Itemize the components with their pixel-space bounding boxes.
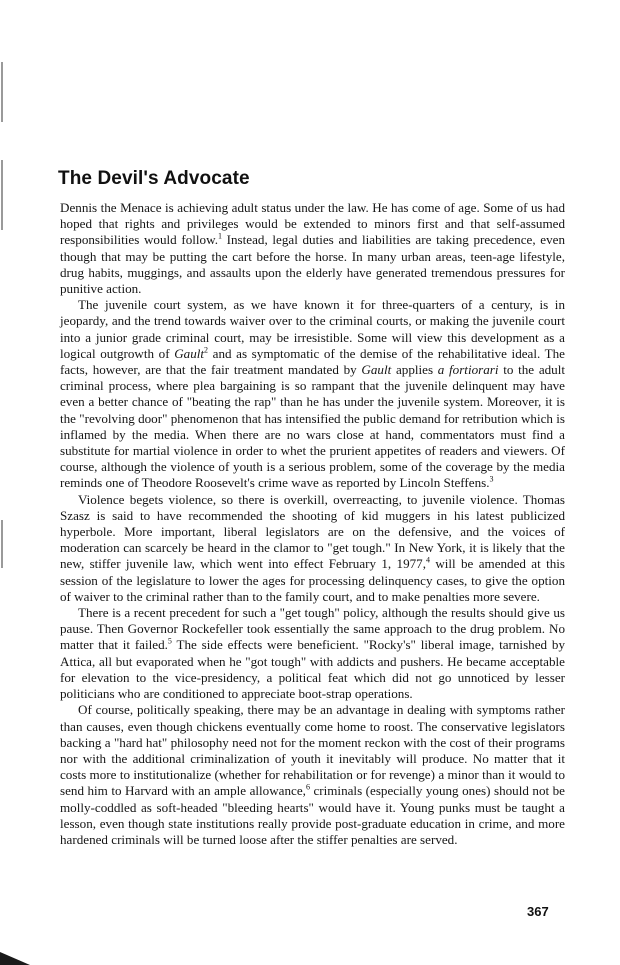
text-run: Of course, politically speaking, there may be an advantage in dealing with symptoms rather than causes, even though chickens eventually come home to roost. The conservative legislators backing a "hard hat" philosophy need not for the moment reckon with the cost of their programs nor with the additional criminalization of youth it inevitably will produce. No matter that it costs more to institutionalize (whether for rehabilitation or for revenge) a minor than it would to send him to Harvard with an ample allowance,	[60, 702, 565, 799]
text-run: The side effects were beneficient. "Rocky's" liberal image, tarnished by Attica, all but evaporated when he "got tough" with addicts and pushers. He became acceptable for elevation to the vice-presidency, a political feat which did not go unnoticed by lesser politicians who are conditioned to appreciate boot-strap operations.	[60, 637, 565, 702]
paragraph	[60, 702, 565, 848]
footnote-ref: 2	[204, 345, 209, 355]
footnote-ref: 6	[305, 782, 310, 792]
page-number: 367	[527, 904, 549, 919]
footnote-ref: 5	[167, 637, 172, 647]
footnote-ref: 3	[489, 475, 494, 485]
article-body	[60, 200, 565, 848]
text-run: Dennis the Menace is achieving adult status under the law. He has come of age. Some of us had hoped that rights and privileges would be extended to minors first and that self-assumed responsibilities would follow.	[60, 200, 565, 248]
margin-scan-mark	[1, 520, 3, 568]
case-name-italic: Gault	[361, 362, 392, 378]
text-run: applies	[391, 362, 438, 378]
scan-corner-shadow	[0, 952, 30, 965]
text-run: and as symptomatic of the demise of the rehabilitative ideal. The facts, however, are that the fair treatment mandated by	[60, 345, 565, 378]
paragraph	[60, 200, 565, 297]
case-name-italic: Gault	[174, 345, 205, 361]
text-run: will be amended at this session of the legislature to lower the ages for processing delinquency cases, to give the option of waiver to the criminal rather than to the family court, and to make penalties more severe.	[60, 556, 565, 604]
text-run: Instead, legal duties and liabilities are taking precedence, even though that may be putting the cart before the horse. In many urban areas, teen-age lifestyle, drug habits, muggings, and assaults upon the elderly have generated tremendous pressures for punitive action.	[60, 232, 565, 297]
footnote-ref: 1	[217, 232, 222, 242]
article-heading: The Devil's Advocate	[58, 168, 250, 189]
text-run: Violence begets violence, so there is overkill, overreacting, to juvenile violence. Thomas Szasz is said to have recommended the shooting of kid muggers in his latest publicized hyperbole. More important, liberal legislators are on the defensive, and the voices of moderation can scarcely be heard in the clamor to "get tough." In New York, it is likely that the new, stiffer juvenile law, which went into effect February 1, 1977,	[60, 491, 565, 572]
margin-scan-mark	[1, 160, 3, 230]
footnote-ref: 4	[425, 556, 430, 566]
text-run: There is a recent precedent for such a "get tough" policy, although the results should give us pause. Then Governor Rockefeller took essentially the same approach to the drug problem. No matter that it failed.	[60, 605, 565, 653]
margin-scan-mark	[1, 62, 3, 122]
paragraph	[60, 605, 565, 702]
text-run: to the adult criminal process, where plea bargaining is so rampant that the juvenile delinquent may have even a better chance of "beating the rap" than he has under the juvenile system. Moreover, it is the "revolving door" phenomenon that has intensified the public demand for retribution which is inflamed by the media. When there are no wars close at hand, commentators must find a substitute for martial violence in order to whet the prurient appetites of readers and viewers. Of course, although the violence of youth is a serious problem, some of the coverage by the media reminds one of Theodore Roosevelt's crime wave as reported by Lincoln Steffens.	[60, 362, 566, 491]
text-run: The juvenile court system, as we have known it for three-quarters of a century, is in jeopardy, and the trend towards waiver over to the criminal courts, or making the juvenile court into a junior grade criminal court, may be irresistible. Some will view this development as a logical outgrowth of	[60, 297, 565, 361]
latin-phrase-italic: a fortiorari	[437, 362, 499, 378]
paragraph	[60, 297, 565, 491]
paragraph	[60, 492, 565, 605]
text-run: criminals (especially young ones) should not be molly-coddled as soft-headed "bleeding hearts" would have it. Young punks must be taught a lesson, even though state institutions really provide post-graduate education in crime, and more hardened criminals will be turned loose after the stiffer penalties are served.	[60, 783, 565, 847]
